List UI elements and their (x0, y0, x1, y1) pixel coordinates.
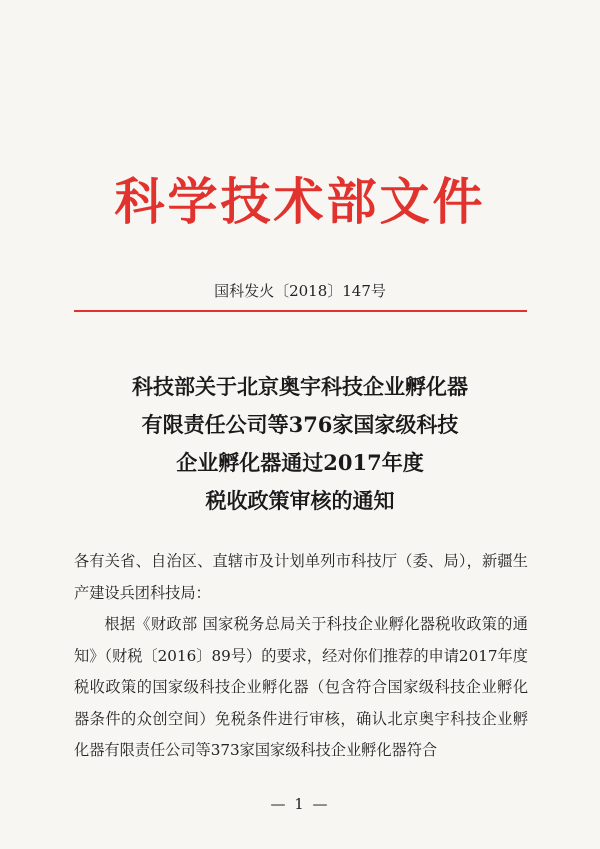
salutation: 各有关省、自治区、直辖市及计划单列市科技厅（委、局），新疆生产建设兵团科技局： (74, 552, 528, 602)
page-number: — 1 — (270, 795, 330, 813)
title-line-2: 有限责任公司等376家国家级科技 (141, 412, 459, 437)
title-line-3: 企业孵化器通过2017年度 (176, 450, 424, 475)
body-paragraph: 根据《财政部 国家税务总局关于科技企业孵化器税收政策的通知》（财税〔2016〕89号）的要求，经对你们推荐的申请2017年度税收政策的国家级科技企业孵化器（包含符合国家级科技企业孵化器条件的众创空间）免税条件进行审核，确认北京奥宇科技企业孵化器有限责任公司等373家国家级科技企业孵化器符合 (74, 615, 528, 759)
masthead-title: 科学技术部文件 (114, 173, 486, 231)
body-text (74, 546, 528, 767)
title-line-4: 税收政策审核的通知 (205, 488, 395, 513)
title-line-1: 科技部关于北京奥宇科技企业孵化器 (132, 374, 468, 399)
red-divider-line (74, 310, 527, 312)
notice-title (0, 368, 600, 520)
document-number: 国科发火〔2018〕147号 (214, 282, 386, 300)
